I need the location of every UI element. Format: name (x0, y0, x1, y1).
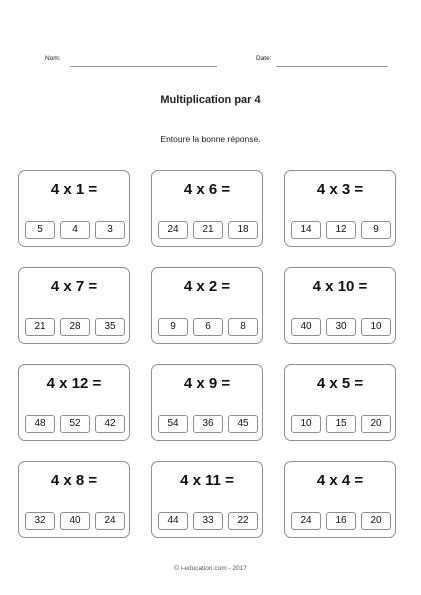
answer-choice[interactable]: 12 (326, 221, 356, 239)
equation-text: 4 x 10 = (312, 278, 368, 295)
answer-choices (25, 512, 125, 531)
answer-choice[interactable]: 5 (25, 221, 55, 239)
exercise-card (284, 267, 396, 344)
answer-choices (25, 415, 125, 434)
answer-choice[interactable]: 20 (361, 415, 391, 433)
exercise-card (151, 267, 263, 344)
answer-choice[interactable]: 10 (361, 318, 391, 336)
equation-text: 4 x 9 = (183, 375, 231, 392)
answer-choices (25, 318, 125, 337)
answer-choice[interactable]: 48 (25, 415, 55, 433)
answer-choices (291, 221, 391, 240)
answer-choices (25, 221, 125, 240)
answer-choice[interactable]: 14 (291, 221, 321, 239)
exercise-card (151, 461, 263, 538)
answer-choice[interactable]: 21 (193, 221, 223, 239)
answer-choice[interactable]: 24 (158, 221, 188, 239)
answer-choice[interactable]: 40 (60, 512, 90, 530)
name-label: Nom: (45, 55, 61, 62)
answer-choice[interactable]: 30 (326, 318, 356, 336)
instruction-text: Entoure la bonne réponse. (160, 134, 261, 144)
answer-choice[interactable]: 3 (95, 221, 125, 239)
date-field-line[interactable] (276, 66, 388, 67)
answer-choice[interactable]: 9 (361, 221, 391, 239)
exercise-card (18, 267, 130, 344)
name-field-line[interactable] (70, 66, 217, 67)
answer-choice[interactable]: 44 (158, 512, 188, 530)
equation-text: 4 x 6 = (183, 181, 231, 198)
answer-choice[interactable]: 9 (158, 318, 188, 336)
exercise-card (151, 170, 263, 247)
answer-choice[interactable]: 54 (158, 415, 188, 433)
exercise-card (151, 364, 263, 441)
answer-choices (158, 415, 258, 434)
equation-text: 4 x 4 = (316, 472, 364, 489)
equation-text: 4 x 5 = (316, 375, 364, 392)
exercise-card (284, 364, 396, 441)
answer-choices (158, 318, 258, 337)
equation-text: 4 x 1 = (50, 181, 98, 198)
answer-choice[interactable]: 18 (228, 221, 258, 239)
answer-choice[interactable]: 42 (95, 415, 125, 433)
answer-choice[interactable]: 40 (291, 318, 321, 336)
answer-choice[interactable]: 16 (326, 512, 356, 530)
answer-choice[interactable]: 28 (60, 318, 90, 336)
date-label: Date: (256, 55, 272, 62)
copyright-footer: © i-education.com - 2017 (174, 565, 247, 572)
answer-choice[interactable]: 33 (193, 512, 223, 530)
answer-choice[interactable]: 35 (95, 318, 125, 336)
equation-text: 4 x 2 = (183, 278, 231, 295)
answer-choices (158, 512, 258, 531)
answer-choices (158, 221, 258, 240)
exercise-card (284, 461, 396, 538)
answer-choice[interactable]: 4 (60, 221, 90, 239)
exercise-card (18, 461, 130, 538)
answer-choice[interactable]: 10 (291, 415, 321, 433)
equation-text: 4 x 8 = (50, 472, 98, 489)
answer-choices (291, 318, 391, 337)
worksheet-title: Multiplication par 4 (160, 94, 261, 106)
equation-text: 4 x 7 = (50, 278, 98, 295)
exercise-card (18, 170, 130, 247)
answer-choice[interactable]: 45 (228, 415, 258, 433)
answer-choices (291, 512, 391, 531)
answer-choice[interactable]: 8 (228, 318, 258, 336)
answer-choice[interactable]: 22 (228, 512, 258, 530)
answer-choice[interactable]: 24 (291, 512, 321, 530)
answer-choice[interactable]: 24 (95, 512, 125, 530)
equation-text: 4 x 3 = (316, 181, 364, 198)
equation-text: 4 x 12 = (46, 375, 102, 392)
exercise-card (284, 170, 396, 247)
answer-choice[interactable]: 15 (326, 415, 356, 433)
equation-text: 4 x 11 = (180, 472, 234, 489)
answer-choices (291, 415, 391, 434)
answer-choice[interactable]: 20 (361, 512, 391, 530)
answer-choice[interactable]: 36 (193, 415, 223, 433)
answer-choice[interactable]: 6 (193, 318, 223, 336)
answer-choice[interactable]: 21 (25, 318, 55, 336)
answer-choice[interactable]: 52 (60, 415, 90, 433)
exercise-card (18, 364, 130, 441)
answer-choice[interactable]: 32 (25, 512, 55, 530)
